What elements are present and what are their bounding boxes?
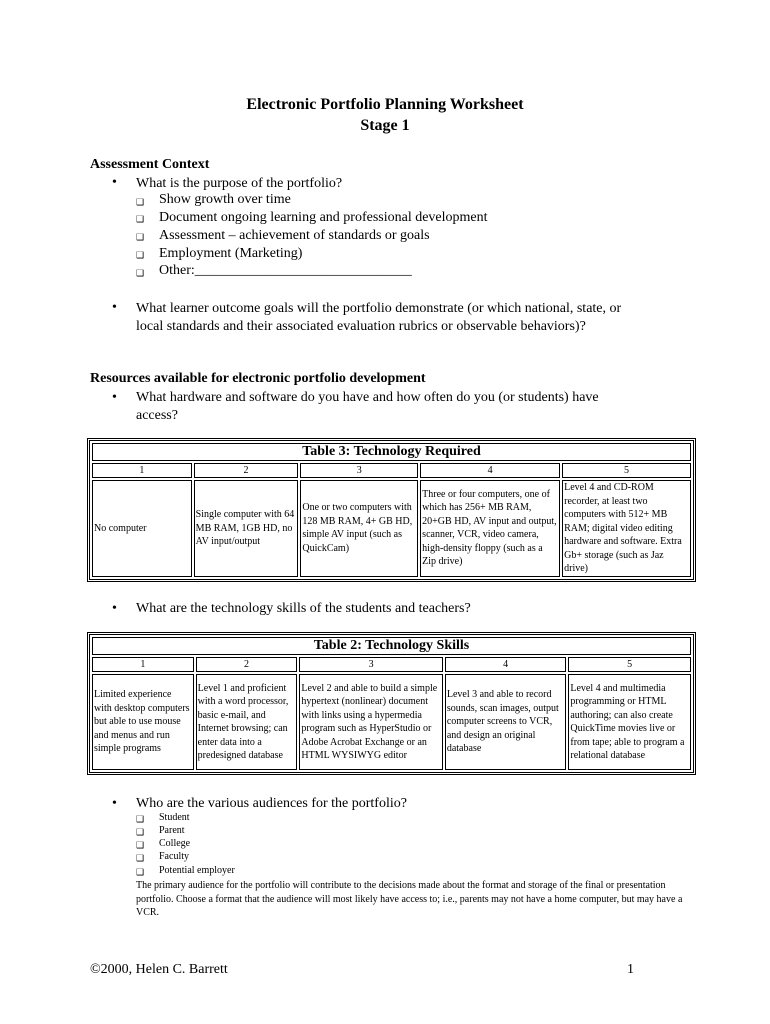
audience-option: Faculty: [159, 851, 189, 862]
table-cell: One or two computers with 128 MB RAM, 4+ GB HD, simple AV input (such as QuickCam): [300, 480, 418, 577]
audience-option: College: [159, 838, 191, 849]
assessment-question-outcomes-line2: local standards and their associated evaluation rubrics or observable behaviors)?: [136, 319, 586, 334]
footer-copyright: ©2000, Helen C. Barrett: [90, 962, 228, 977]
purpose-option: Assessment – achievement of standards or goals: [159, 228, 430, 243]
resources-question-line1: What hardware and software do you have and how often do you (or students) have: [136, 390, 599, 405]
checkbox-icon: ❑: [136, 853, 145, 863]
purpose-option: Document ongoing learning and professional development: [159, 210, 488, 225]
checkbox-icon: ❑: [136, 250, 145, 260]
resources-question-line2: access?: [136, 408, 178, 423]
bullet-icon: •: [112, 300, 117, 315]
assessment-question-outcomes-line1: What learner outcome goals will the portfolio demonstrate (or which national, state, or: [136, 301, 622, 316]
checkbox-icon: ❑: [136, 268, 145, 278]
skills-question: What are the technology skills of the students and teachers?: [136, 601, 471, 616]
table-level-number: 5: [568, 657, 691, 673]
technology-required-table: [89, 440, 694, 580]
document-subtitle: Stage 1: [360, 117, 410, 134]
table-title: Table 2: Technology Skills: [92, 637, 691, 655]
table-cell: Level 4 and multimedia programming or HTML authoring; can also create QuickTime movies live or from tape; able to program a relational database: [568, 674, 691, 770]
table-level-number: 2: [194, 463, 299, 479]
table-level-number: 3: [300, 463, 418, 479]
table-cell: No computer: [92, 480, 192, 577]
table-cell: Level 4 and CD-ROM recorder, at least two computers with 512+ MB RAM; digital video editing hardware and software. Extra Gb+ storage (such as Jaz drive): [562, 480, 691, 577]
table-level-number: 2: [196, 657, 298, 673]
purpose-option: Employment (Marketing): [159, 246, 303, 261]
table-level-number: 1: [92, 657, 194, 673]
table-cell: Level 1 and proficient with a word processor, basic e-mail, and Internet browsing; can enter data into a predesigned database: [196, 674, 298, 770]
audience-option: Parent: [159, 825, 185, 836]
bullet-icon: •: [112, 390, 117, 405]
document-title: Electronic Portfolio Planning Worksheet: [246, 96, 524, 113]
assessment-heading: Assessment Context: [90, 157, 210, 172]
audiences-question: Who are the various audiences for the portfolio?: [136, 796, 407, 811]
table-level-number: 5: [562, 463, 691, 479]
checkbox-icon: ❑: [136, 814, 145, 824]
technology-skills-table: [89, 634, 694, 773]
bullet-icon: •: [112, 175, 117, 190]
table-cell: Single computer with 64 MB RAM, 1GB HD, no AV input/output: [194, 480, 299, 577]
checkbox-icon: ❑: [136, 827, 145, 837]
bullet-icon: •: [112, 796, 117, 811]
audience-option: Potential employer: [159, 865, 235, 876]
table-level-number: 3: [299, 657, 442, 673]
checkbox-icon: ❑: [136, 232, 145, 242]
table-level-number: 4: [420, 463, 560, 479]
table-cell: Three or four computers, one of which has 256+ MB RAM, 20+GB HD, AV input and output, scanner, VCR, video camera, high-density floppy (such as a Zip drive): [420, 480, 560, 577]
table-cell: Limited experience with desktop computers but able to use mouse and menus and run simple programs: [92, 674, 194, 770]
purpose-option: Other:_______________________________: [159, 263, 412, 278]
assessment-question-purpose: What is the purpose of the portfolio?: [136, 176, 343, 191]
table-cell: Level 2 and able to build a simple hypertext (nonlinear) document with links using a hypermedia program such as HyperStudio or Adobe Acrobat Exchange or an HTML WYSIWYG editor: [299, 674, 442, 770]
purpose-option: Show growth over time: [159, 192, 291, 207]
checkbox-icon: ❑: [136, 867, 145, 877]
bullet-icon: •: [112, 601, 117, 616]
resources-heading: Resources available for electronic portfolio development: [90, 371, 426, 386]
table-cell: Level 3 and able to record sounds, scan images, output computer screens to VCR, and design an original database: [445, 674, 567, 770]
table-level-number: 1: [92, 463, 192, 479]
checkbox-icon: ❑: [136, 214, 145, 224]
checkbox-icon: ❑: [136, 840, 145, 850]
table-level-number: 4: [445, 657, 567, 673]
page-number: 1: [627, 962, 634, 977]
table-title: Table 3: Technology Required: [92, 443, 691, 461]
checkbox-icon: ❑: [136, 197, 145, 207]
audience-option: Student: [159, 812, 190, 823]
audience-note: The primary audience for the portfolio will contribute to the decisions made about the format and storage of the final or presentation portfolio. Choose a format that the audience will most likely have access to; i.e., parents may not have a home computer, but may have a VCR.: [136, 880, 683, 918]
